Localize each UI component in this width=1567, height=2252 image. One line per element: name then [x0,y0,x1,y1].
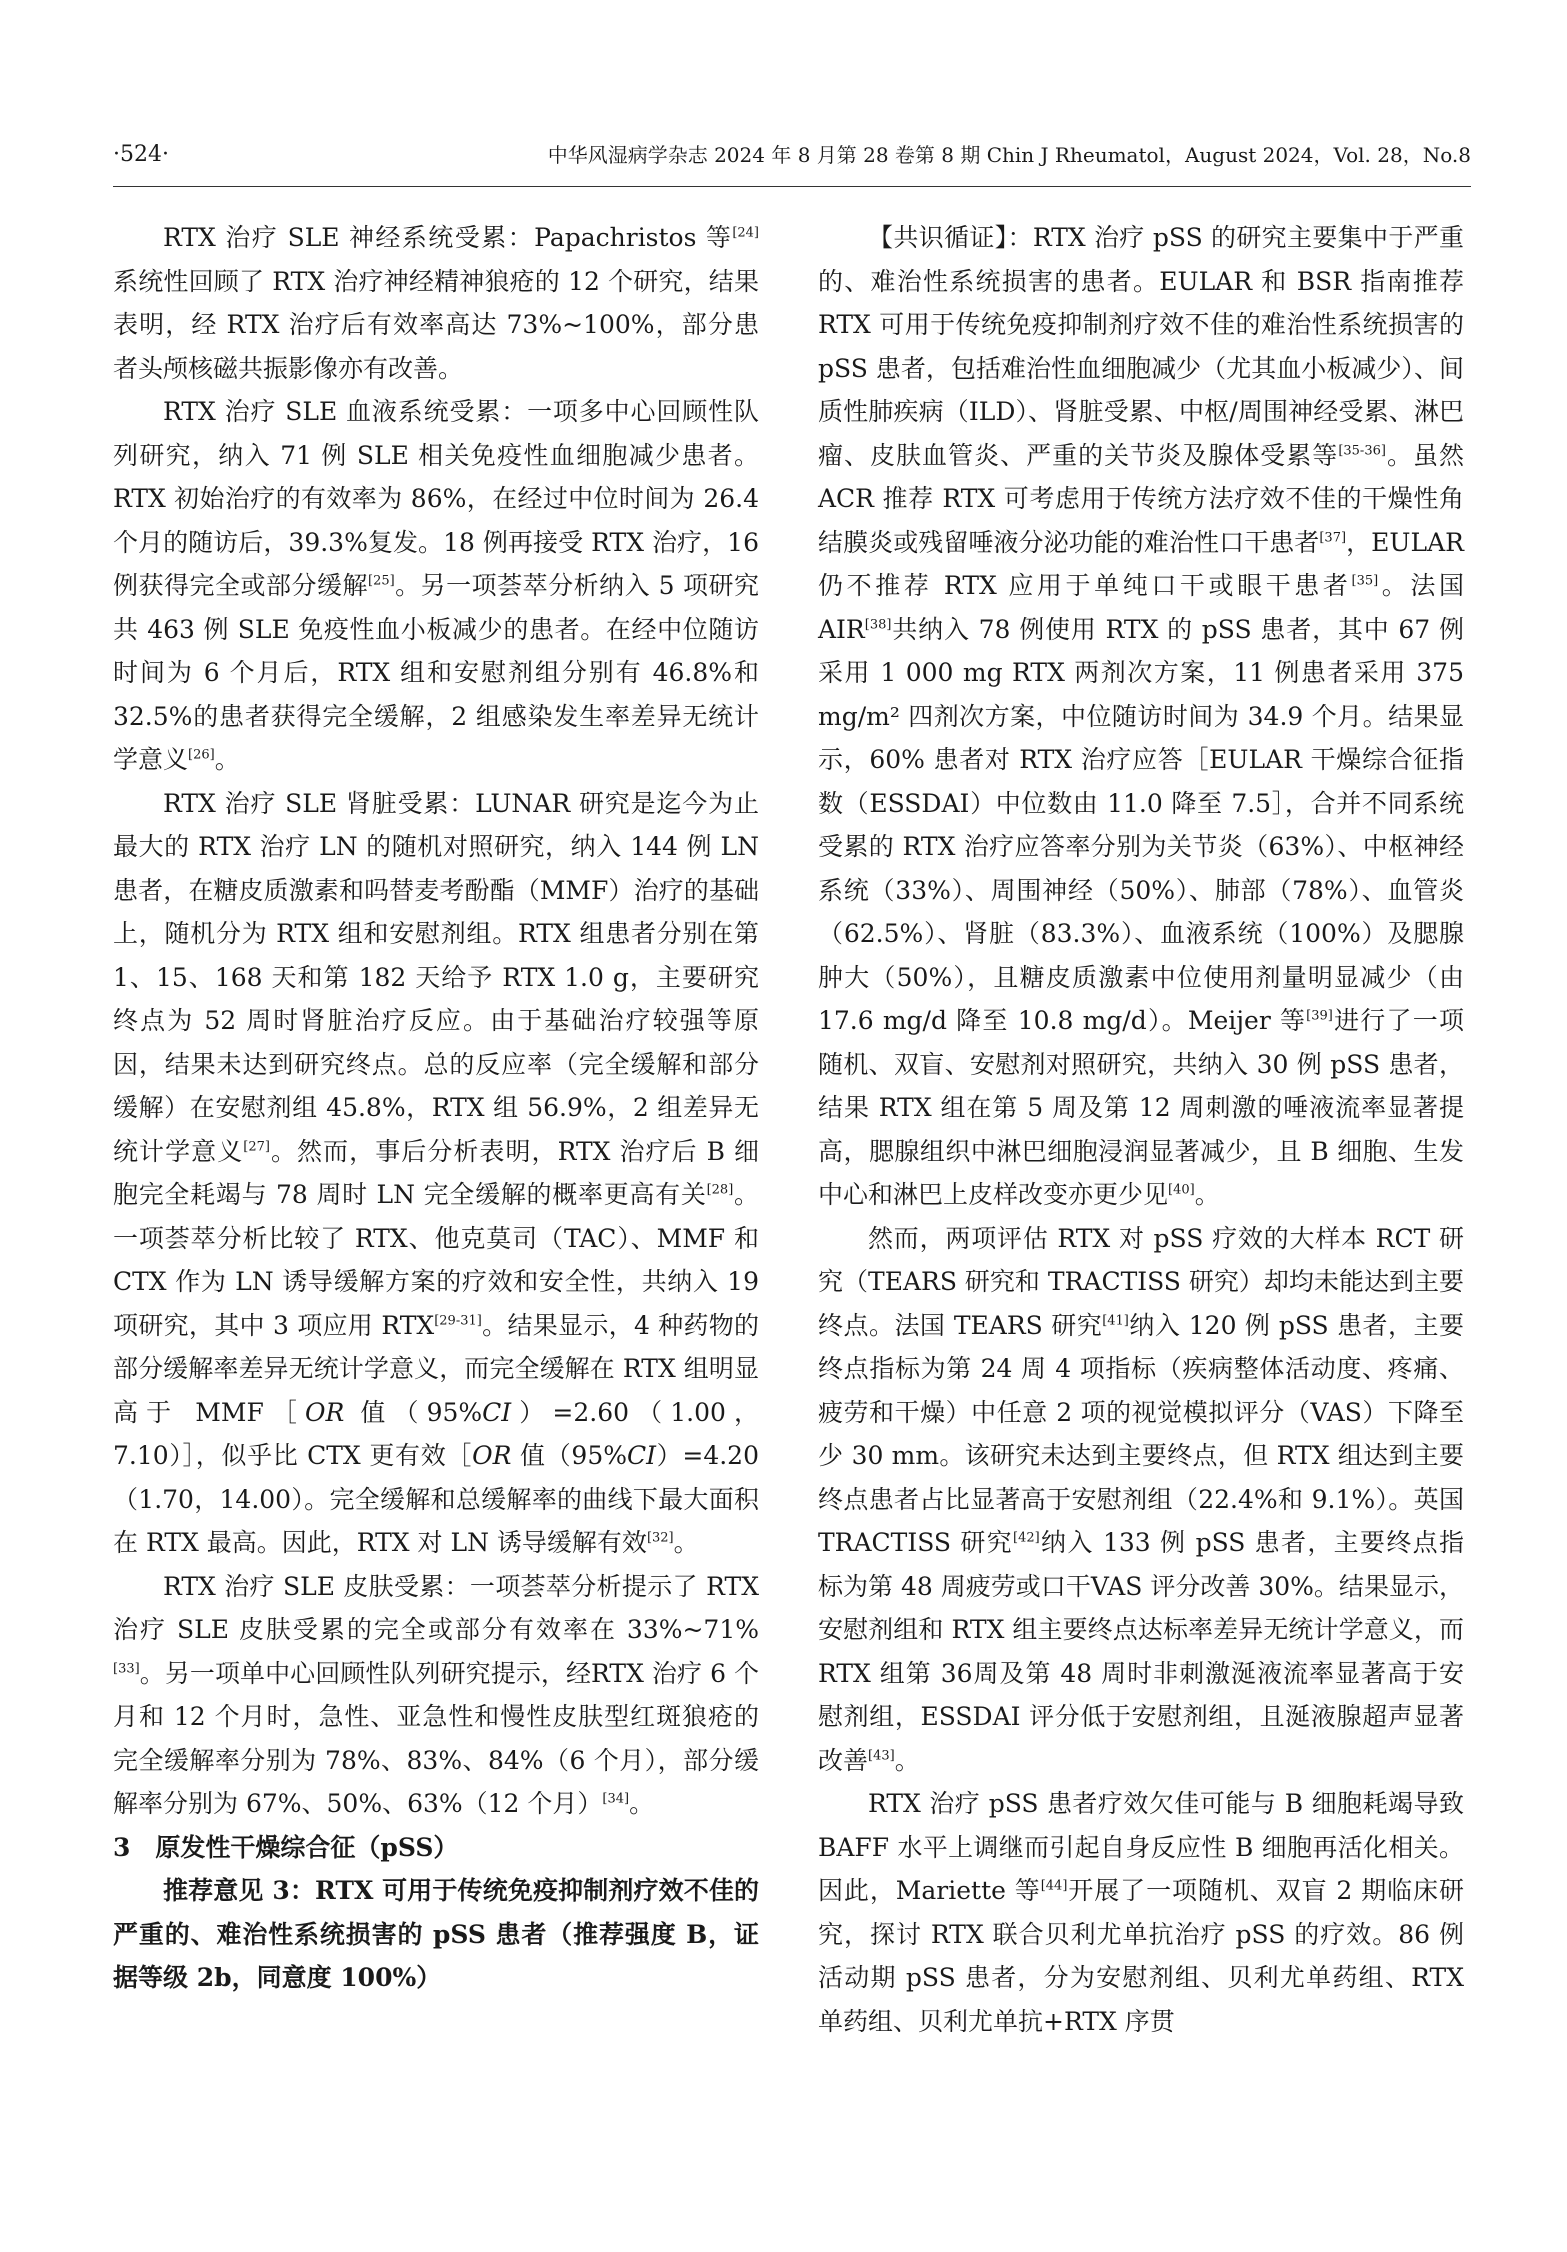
citation-ref: [35] [1351,573,1379,589]
journal-citation: 中华风湿病学杂志 2024 年 8 月第 28 卷第 8 期 Chin J Rheumatol，August 2024，Vol. 28，No.8 [547,143,1471,167]
citation-ref: [33] [113,1661,140,1677]
citation-ref: [27] [243,1139,270,1155]
citation-ref: [25] [368,573,395,589]
paragraph-sle-neuro: RTX 治疗 SLE 神经系统受累：Papachristos 等[24]系统性回顾了 RTX 治疗神经精神狼疮的 12 个研究，结果表明，经 RTX 治疗后有效率高达 73%~100%，部分患者头颅核磁共振影像亦有改善。 [113,223,759,383]
running-header [113,140,1471,180]
citation-ref: [39] [1306,1008,1333,1024]
citation-ref: [37] [1319,530,1347,546]
citation-ref: [24] [732,225,759,241]
header-rule [113,186,1471,187]
citation-ref: [41] [1102,1313,1129,1329]
paragraph-pss-evidence: 【共识循证】：RTX 治疗 pSS 的研究主要集中于严重的、难治性系统损害的患者。EULAR 和 BSR 指南推荐 RTX 可用于传统免疫抑制剂疗效不佳的难治性系统损害的 pSS 患者，包括难治性血细胞减少（尤其血小板减少）、间质性肺疾病（ILD）、肾脏受累、中枢/周围神经受累、淋巴瘤、皮肤血管炎、严重的关节炎及腺体受累等[35-36]。虽然 ACR 推荐 RTX 可考虑用于传统方法疗效不佳的干燥性角结膜炎或残留唾液分泌功能的难治性口干患者[37]，EULAR 仍不推荐 RTX 应用于单纯口干或眼干患者[35]。法国 AIR[38]共纳入 78 例使用 RTX 的 pSS 患者，其中 67 例采用 1 000 mg RTX 两剂次方案，11 例患者采用 375 mg/m² 四剂次方案，中位随访时间为 34.9 个月。结果显示，60% 患者对 RTX 治疗应答［EULAR 干燥综合征指数（ESSDAI）中位数由 11.0 降至 7.5］，合并不同系统受累的 RTX 治疗应答率分别为关节炎（63%）、中枢神经系统（33%）、周围神经（50%）、肺部（78%）、血管炎（62.5%）、肾脏（83.3%）、血液系统（100%）及腮腺肿大（50%），且糖皮质激素中位使用剂量明显减少（由 17.6 mg/d 降至 10.8 mg/d）。Meijer 等[39]进行了一项随机、双盲、安慰剂对照研究，共纳入 30 例 pSS 患者，结果 RTX 组在第 5 周及第 12 周刺激的唾液流率显著提高，腮腺组织中淋巴细胞浸润显著减少，且 B 细胞、生发中心和淋巴上皮样改变亦更少见[40]。 [818,223,1464,1209]
paragraph-pss-rct: 然而，两项评估 RTX 对 pSS 疗效的大样本 RCT 研究（TEARS 研究和 TRACTISS 研究）却均未能达到主要终点。法国 TEARS 研究[41]纳入 120 例 pSS 患者，主要终点指标为第 24 周 4 项指标（疾病整体活动度、疼痛、疲劳和干燥）中任意 2 项的视觉模拟评分（VAS）下降至少 30 mm。该研究未达到主要终点，但 RTX 组达到主要终点患者占比显著高于安慰剂组（22.4%和 9.1%）。英国 TRACTISS 研究[42]纳入 133 例 pSS 患者，主要终点指标为第 48 周疲劳或口干VAS 评分改善 30%。结果显示，安慰剂组和 RTX 组主要终点达标率差异无统计学意义，而 RTX 组第 36周及第 48 周时非刺激涎液流率显著高于安慰剂组，ESSDAI 评分低于安慰剂组，且涎液腺超声显著改善[43]。 [818,1223,1465,1775]
left-column [113,216,759,2000]
citation-ref: [35-36] [1338,443,1386,459]
citation-ref: [38] [864,617,892,633]
citation-ref: [42] [1013,1530,1040,1546]
paragraph-sle-hematologic: RTX 治疗 SLE 血液系统受累：一项多中心回顾性队列研究，纳入 71 例 SLE 相关免疫性血细胞减少患者。RTX 初始治疗的有效率为 86%，在经过中位时间为 26.4 个月的随访后，39.3%复发。18 例再接受 RTX 治疗，16 例获得完全或部分缓解[25]。另一项荟萃分析纳入 5 项研究共 463 例 SLE 免疫性血小板减少的患者。在经中位随访时间为 6 个月后，RTX 组和安慰剂组分别有 46.8%和 32.5%的患者获得完全缓解，2 组感染发生率差异无统计学意义[26]。 [113,397,759,774]
citation-ref: [34] [602,1791,630,1807]
citation-ref: [32] [646,1530,674,1546]
recommendation-3: 推荐意见 3：RTX 可用于传统免疫抑制剂疗效不佳的严重的、难治性系统损害的 pSS 患者（推荐强度 B，证据等级 2b，同意度 100%） [113,1876,759,1992]
paragraph-sle-renal: RTX 治疗 SLE 肾脏受累：LUNAR 研究是迄今为止最大的 RTX 治疗 LN 的随机对照研究，纳入 144 例 LN 患者，在糖皮质激素和吗替麦考酚酯（MMF）治疗的基础上，随机分为 RTX 组和安慰剂组。RTX 组患者分别在第 1、15、168 天和第 182 天给予 RTX 1.0 g，主要研究终点为 52 周时肾脏治疗反应。由于基础治疗较强等原因，结果未达到研究终点。总的反应率（完全缓解和部分缓解）在安慰剂组 45.8%，RTX 组 56.9%，2 组差异无统计学意义[27]。然而，事后分析表明，RTX 治疗后 B 细胞完全耗竭与 78 周时 LN 完全缓解的概率更高有关[28]。一项荟萃分析比较了 RTX、他克莫司（TAC）、MMF 和 CTX 作为 LN 诱导缓解方案的疗效和安全性，共纳入 19 项研究，其中 3 项应用 RTX[29-31]。结果显示，4 种药物的部分缓解率差异无统计学意义，而完全缓解在 RTX 组明显高于 MMF［OR 值（95%CI）=2.60（1.00，7.10）］，似乎比 CTX 更有效［OR 值（95%CI）=4.20（1.70，14.00）。完全缓解和总缓解率的曲线下最大面积在 RTX 最高。因此，RTX 对 LN 诱导缓解有效[32]。 [113,788,760,1557]
citation-ref: [26] [188,747,215,763]
paragraph-sle-skin: RTX 治疗 SLE 皮肤受累：一项荟萃分析提示了 RTX 治疗 SLE 皮肤受累的完全或部分有效率在 33%~71%[33]。另一项单中心回顾性队列研究提示，经RTX 治疗 6 个月和 12 个月时，急性、亚急性和慢性皮肤型红斑狼疮的完全缓解率分别为 78%、83%、84%（6 个月），部分缓解率分别为 67%、50%、63%（12 个月）[34]。 [113,1571,759,1818]
citation-ref: [43] [868,1748,895,1764]
page-number: ·524· [113,142,169,167]
citation-ref: [44] [1040,1878,1068,1894]
paragraph-pss-baff: RTX 治疗 pSS 患者疗效欠佳可能与 B 细胞耗竭导致 BAFF 水平上调继而引起自身反应性 B 细胞再活化相关。因此，Mariette 等[44]开展了一项随机、双盲 2 期临床研究，探讨 RTX 联合贝利尤单抗治疗 pSS 的疗效。86 例活动期 pSS 患者，分为安慰剂组、贝利尤单药组、RTX 单药组、贝利尤单抗+RTX 序贯 [818,1789,1464,2036]
citation-ref: [28] [706,1182,734,1198]
section-heading-pss: 3 原发性干燥综合征（pSS） [113,1832,459,1862]
citation-ref: [29-31] [434,1313,482,1329]
right-column [818,216,1464,2043]
citation-ref: [40] [1168,1182,1195,1198]
